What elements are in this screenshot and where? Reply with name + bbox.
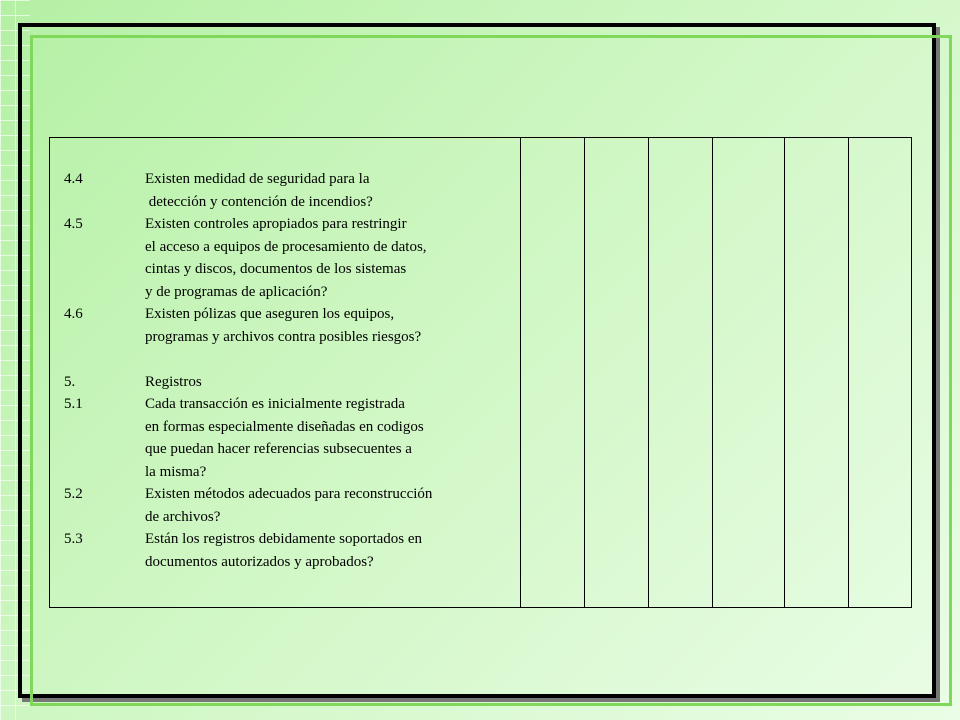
checklist-line [64,461,524,484]
checklist-line [64,528,524,551]
item-number: 4.5 [64,216,83,232]
item-text: Cada transacción es inicialmente registrada [145,396,405,412]
checklist-line [64,326,524,349]
item-number: 4.4 [64,171,83,187]
item-text: Están los registros debidamente soportados en [145,531,423,547]
checklist-line [64,416,524,439]
item-text [145,348,524,371]
item-number [64,191,145,214]
item-text: Existen controles apropiados para restringir [145,216,407,232]
table-column-divider [648,138,649,607]
item-number [64,236,145,259]
item-text: cintas y discos, documentos de los sistemas [145,261,407,277]
item-text: y de programas de aplicación? [145,283,328,300]
table-column-divider [848,138,849,607]
checklist-line [64,551,524,574]
checklist-line [64,258,524,281]
item-number [64,461,145,484]
item-number [64,326,145,349]
item-number [64,258,145,281]
table-column-divider [712,138,713,607]
item-number: 4.6 [64,306,83,322]
item-text: la misma? [145,463,207,480]
item-number [64,506,145,529]
checklist-line [64,348,524,371]
item-text: Registros [145,373,202,390]
item-text: en formas especialmente diseñadas en codigos [145,418,424,435]
checklist-line [64,213,524,236]
checklist-table [49,137,912,608]
item-text: que puedan hacer referencias subsecuentes a [145,441,412,457]
item-number [64,551,145,574]
checklist-line [64,281,524,304]
table-column-divider [584,138,585,607]
item-number [64,281,145,304]
checklist-line [64,438,524,461]
checklist-line [64,483,524,506]
checklist-line [64,191,524,214]
item-text: el acceso a equipos de procesamiento de datos, [145,238,427,255]
item-number: 5.3 [64,531,83,547]
checklist-line [64,236,524,259]
item-number [64,348,145,371]
checklist-text [64,168,524,573]
item-text: detección y contención de incendios? [145,193,373,210]
checklist-line [64,303,524,326]
checklist-line [64,168,524,191]
item-text: de archivos? [145,508,221,525]
item-number: 5.2 [64,486,83,502]
item-number: 5.1 [64,396,83,412]
table-column-divider [784,138,785,607]
checklist-line [64,393,524,416]
item-text: programas y archivos contra posibles riesgos? [145,328,422,345]
item-number: 5. [64,373,76,390]
checklist-line [64,371,524,394]
item-text: Existen medidad de seguridad para la [145,171,370,187]
item-number [64,416,145,439]
item-text: Existen métodos adecuados para reconstrucción [145,486,433,502]
item-text: Existen pólizas que aseguren los equipos, [145,306,395,322]
checklist-line [64,506,524,529]
item-text: documentos autorizados y aprobados? [145,553,374,570]
item-number [64,438,145,461]
